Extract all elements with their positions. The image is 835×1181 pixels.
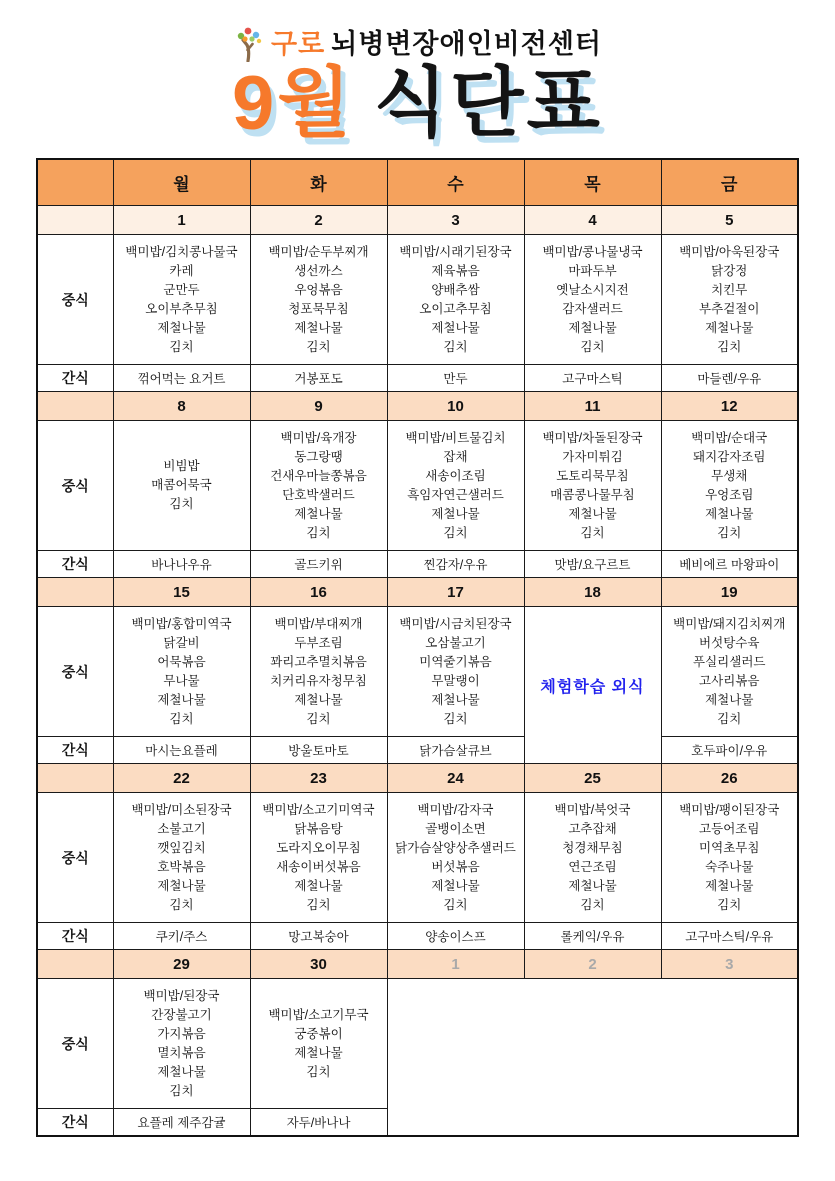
meal-item: 우엉볶음 <box>294 282 343 297</box>
date-cell: 16 <box>250 578 387 607</box>
snack-row-label: 간식 <box>37 551 113 578</box>
meal-item: 백미밥/순대국 <box>691 430 768 445</box>
meal-item: 백미밥/감자국 <box>417 802 494 817</box>
snack-row-week-4 <box>37 923 798 950</box>
meal-item: 오이고추무침 <box>419 301 492 316</box>
meal-item: 김치 <box>306 525 331 540</box>
page-title <box>0 61 835 146</box>
meal-item: 골뱅이소면 <box>425 821 486 836</box>
lunch-cell <box>661 607 798 737</box>
date-cell: 12 <box>661 392 798 421</box>
meal-item: 제철나물 <box>568 506 617 521</box>
lunch-cell <box>250 793 387 923</box>
meal-item: 김치 <box>443 339 468 354</box>
snack-row-label: 간식 <box>37 923 113 950</box>
meal-item: 새송이조림 <box>425 468 486 483</box>
lunch-cell <box>387 607 524 737</box>
snack-cell: 고구마스틱 <box>524 365 661 392</box>
snack-row-label: 간식 <box>37 737 113 764</box>
date-row-spacer <box>37 950 113 979</box>
date-cell: 29 <box>113 950 250 979</box>
meal-item: 백미밥/육개장 <box>280 430 357 445</box>
date-cell: 26 <box>661 764 798 793</box>
meal-item: 김치 <box>717 339 742 354</box>
meal-item: 치커리유자청무침 <box>270 673 367 688</box>
meal-item: 돼지감자조림 <box>693 449 766 464</box>
snack-cell: 꺾어먹는 요거트 <box>113 365 250 392</box>
lunch-row-label: 중식 <box>37 979 113 1109</box>
meal-item: 김치 <box>443 711 468 726</box>
meal-item: 제철나물 <box>294 320 343 335</box>
meal-item: 제철나물 <box>431 878 480 893</box>
meal-item: 무말랭이 <box>431 673 480 688</box>
lunch-row-week-1 <box>37 235 798 365</box>
lunch-cell <box>524 421 661 551</box>
meal-item: 가자미튀김 <box>562 449 623 464</box>
snack-cell: 거봉포도 <box>250 365 387 392</box>
meal-item: 소불고기 <box>157 821 206 836</box>
meal-item: 단호박샐러드 <box>282 487 355 502</box>
meal-item: 오삼불고기 <box>425 635 486 650</box>
lunch-cell <box>524 793 661 923</box>
meal-item: 백미밥/비트물김치 <box>405 430 506 445</box>
date-cell: 5 <box>661 206 798 235</box>
date-row-spacer <box>37 206 113 235</box>
meal-item: 백미밥/콩나물냉국 <box>542 244 643 259</box>
snack-row-week-3 <box>37 737 798 764</box>
meal-item: 비빔밥 <box>163 459 200 474</box>
meal-item: 백미밥/소고기미역국 <box>262 802 375 817</box>
lunch-row-week-4 <box>37 793 798 923</box>
date-cell: 17 <box>387 578 524 607</box>
meal-item: 간장불고기 <box>151 1007 212 1022</box>
meal-item: 고사리볶음 <box>699 673 760 688</box>
meal-item: 오이부추무침 <box>145 301 218 316</box>
meal-item: 어묵볶음 <box>157 654 206 669</box>
meal-item: 건새우마늘쫑볶음 <box>270 468 367 483</box>
meal-item: 김치 <box>169 1083 194 1098</box>
snack-cell: 바나나우유 <box>113 551 250 578</box>
meal-item: 제철나물 <box>705 506 754 521</box>
meal-item: 백미밥/북엇국 <box>554 802 631 817</box>
lunch-row-label: 중식 <box>37 793 113 923</box>
meal-item: 백미밥/시래기된장국 <box>399 244 512 259</box>
date-cell: 11 <box>524 392 661 421</box>
meal-item: 우엉조림 <box>705 487 754 502</box>
meal-item: 백미밥/시금치된장국 <box>399 616 512 631</box>
meal-item: 제철나물 <box>294 692 343 707</box>
meal-item: 연근조림 <box>568 859 617 874</box>
date-row-week-4 <box>37 764 798 793</box>
meal-item: 백미밥/차돌된장국 <box>542 430 643 445</box>
date-cell: 9 <box>250 392 387 421</box>
lunch-row-week-2 <box>37 421 798 551</box>
snack-cell: 닭가슴살큐브 <box>387 737 524 764</box>
lunch-cell <box>387 235 524 365</box>
lunch-row-label: 중식 <box>37 607 113 737</box>
meal-item: 매콤콩나물무침 <box>550 487 635 502</box>
meal-item: 제철나물 <box>705 878 754 893</box>
date-cell: 2 <box>250 206 387 235</box>
org-name-prefix: 구로 <box>271 28 326 59</box>
lunch-cell <box>524 235 661 365</box>
meal-item: 부추겉절이 <box>699 301 760 316</box>
snack-cell: 베비에르 마왕파이 <box>661 551 798 578</box>
lunch-cell <box>250 607 387 737</box>
org-title-line <box>0 26 835 62</box>
meal-item: 제철나물 <box>157 878 206 893</box>
meal-item: 김치 <box>443 897 468 912</box>
meal-item: 숙주나물 <box>705 859 754 874</box>
snack-cell: 호두파이/우유 <box>661 737 798 764</box>
snack-cell: 요플레 제주감귤 <box>113 1109 250 1136</box>
meal-item: 제철나물 <box>431 692 480 707</box>
meal-item: 군만두 <box>163 282 200 297</box>
day-header-fri: 금 <box>661 159 798 206</box>
meal-item: 닭볶음탕 <box>294 821 343 836</box>
meal-item: 고등어조림 <box>699 821 760 836</box>
meal-item: 김치 <box>443 525 468 540</box>
meal-item: 카레 <box>169 263 194 278</box>
meal-item: 김치 <box>580 339 605 354</box>
date-cell: 25 <box>524 764 661 793</box>
snack-row-week-1 <box>37 365 798 392</box>
lunch-cell <box>113 793 250 923</box>
meal-item: 김치 <box>717 525 742 540</box>
lunch-row-label: 중식 <box>37 235 113 365</box>
date-cell: 3 <box>387 206 524 235</box>
page-header <box>0 0 835 144</box>
snack-cell: 방울토마토 <box>250 737 387 764</box>
meal-item: 닭갈비 <box>163 635 200 650</box>
date-row-week-3 <box>37 578 798 607</box>
date-cell: 1 <box>387 950 524 979</box>
date-row-week-1 <box>37 206 798 235</box>
title-text: 식단표 <box>373 61 603 146</box>
meal-item: 호박볶음 <box>157 859 206 874</box>
meal-item: 제철나물 <box>705 692 754 707</box>
menu-table-body <box>37 206 798 1136</box>
meal-item: 제철나물 <box>568 878 617 893</box>
meal-item: 닭강정 <box>711 263 748 278</box>
date-cell: 18 <box>524 578 661 607</box>
meal-item: 김치 <box>717 897 742 912</box>
snack-cell: 만두 <box>387 365 524 392</box>
meal-item: 궁중볶이 <box>294 1026 343 1041</box>
meal-item: 버섯볶음 <box>431 859 480 874</box>
day-header-row <box>37 159 798 206</box>
meal-item: 김치 <box>169 339 194 354</box>
tree-icon <box>233 26 265 62</box>
date-row-spacer <box>37 392 113 421</box>
date-cell: 24 <box>387 764 524 793</box>
lunch-cell <box>113 421 250 551</box>
meal-item: 도토리묵무침 <box>556 468 629 483</box>
date-row-spacer <box>37 764 113 793</box>
day-header-mon: 월 <box>113 159 250 206</box>
meal-item: 김치 <box>169 897 194 912</box>
date-cell: 19 <box>661 578 798 607</box>
meal-item: 백미밥/아욱된장국 <box>679 244 780 259</box>
meal-item: 미역초무침 <box>699 840 760 855</box>
meal-item: 도라지오이무침 <box>276 840 361 855</box>
meal-item: 흑임자연근샐러드 <box>407 487 504 502</box>
meal-item: 제철나물 <box>157 320 206 335</box>
lunch-cell <box>250 421 387 551</box>
meal-item: 백미밥/부대찌개 <box>274 616 363 631</box>
meal-item: 버섯탕수육 <box>699 635 760 650</box>
date-cell: 4 <box>524 206 661 235</box>
snack-row-label: 간식 <box>37 365 113 392</box>
meal-item: 백미밥/순두부찌개 <box>268 244 369 259</box>
snack-cell: 고구마스틱/우유 <box>661 923 798 950</box>
meal-item: 제철나물 <box>294 878 343 893</box>
meal-item: 치킨무 <box>711 282 748 297</box>
snack-row-week-2 <box>37 551 798 578</box>
snack-cell: 롤케익/우유 <box>524 923 661 950</box>
meal-item: 백미밥/팽이된장국 <box>679 802 780 817</box>
meal-item: 깻잎김치 <box>157 840 206 855</box>
snack-row-label: 간식 <box>37 1109 113 1136</box>
meal-item: 김치 <box>306 339 331 354</box>
date-cell: 3 <box>661 950 798 979</box>
meal-item: 김치 <box>580 525 605 540</box>
meal-item: 백미밥/김치콩나물국 <box>125 244 238 259</box>
corner-cell <box>37 159 113 206</box>
meal-item: 매콤어묵국 <box>151 478 212 493</box>
meal-item: 양배추쌈 <box>431 282 480 297</box>
lunch-cell <box>250 979 387 1109</box>
snack-cell: 자두/바나나 <box>250 1109 387 1136</box>
lunch-cell <box>113 607 250 737</box>
meal-item: 제철나물 <box>568 320 617 335</box>
date-cell: 22 <box>113 764 250 793</box>
meal-item: 청경채무침 <box>562 840 623 855</box>
meal-item: 고추잡채 <box>568 821 617 836</box>
meal-item: 백미밥/홍합미역국 <box>131 616 232 631</box>
meal-item: 두부조림 <box>294 635 343 650</box>
lunch-cell <box>113 979 250 1109</box>
meal-item: 새송이버섯볶음 <box>276 859 361 874</box>
meal-item: 생선까스 <box>294 263 343 278</box>
snack-cell: 쿠키/주스 <box>113 923 250 950</box>
snack-cell: 골드키위 <box>250 551 387 578</box>
org-name-rest: 뇌병변장애인비전센터 <box>331 28 602 59</box>
lunch-row-week-5 <box>37 979 798 1109</box>
lunch-row-week-3 <box>37 607 798 737</box>
date-row-week-5 <box>37 950 798 979</box>
date-cell: 1 <box>113 206 250 235</box>
meal-item: 김치 <box>580 897 605 912</box>
date-cell: 15 <box>113 578 250 607</box>
day-header-thu: 목 <box>524 159 661 206</box>
empty-merged-cell <box>387 979 798 1136</box>
meal-item: 제철나물 <box>157 692 206 707</box>
meal-item: 닭가슴살양상추샐러드 <box>395 840 516 855</box>
meal-item: 옛날소시지전 <box>556 282 629 297</box>
lunch-row-label: 중식 <box>37 421 113 551</box>
meal-item: 감자샐러드 <box>562 301 623 316</box>
meal-item: 무생채 <box>711 468 748 483</box>
lunch-cell <box>661 235 798 365</box>
date-cell: 2 <box>524 950 661 979</box>
meal-item: 마파두부 <box>568 263 617 278</box>
meal-item: 김치 <box>169 497 194 512</box>
date-cell: 23 <box>250 764 387 793</box>
lunch-cell <box>113 235 250 365</box>
meal-item: 제철나물 <box>431 320 480 335</box>
meal-item: 제철나물 <box>294 1045 343 1060</box>
meal-item: 제철나물 <box>705 320 754 335</box>
meal-item: 김치 <box>306 897 331 912</box>
meal-item: 백미밥/미소된장국 <box>131 802 232 817</box>
meal-item: 제철나물 <box>431 506 480 521</box>
meal-item: 김치 <box>306 1064 331 1079</box>
lunch-cell <box>661 793 798 923</box>
snack-cell: 맛밤/요구르트 <box>524 551 661 578</box>
meal-item: 김치 <box>306 711 331 726</box>
lunch-cell <box>250 235 387 365</box>
date-cell: 10 <box>387 392 524 421</box>
date-cell: 30 <box>250 950 387 979</box>
meal-item: 무나물 <box>163 673 200 688</box>
meal-item: 청포묵무침 <box>288 301 349 316</box>
lunch-cell <box>387 793 524 923</box>
meal-item: 가지볶음 <box>157 1026 206 1041</box>
date-row-spacer <box>37 578 113 607</box>
meal-item: 백미밥/돼지김치찌개 <box>673 616 786 631</box>
meal-item: 김치 <box>717 711 742 726</box>
snack-cell: 마들렌/우유 <box>661 365 798 392</box>
meal-item: 푸실리샐러드 <box>693 654 766 669</box>
day-header-wed: 수 <box>387 159 524 206</box>
date-cell: 8 <box>113 392 250 421</box>
meal-item: 제철나물 <box>157 1064 206 1079</box>
meal-item: 동그랑땡 <box>294 449 343 464</box>
meal-item: 멸치볶음 <box>157 1045 206 1060</box>
meal-item: 제육볶음 <box>431 263 480 278</box>
meal-item: 꽈리고추멸치볶음 <box>270 654 367 669</box>
meal-item: 백미밥/된장국 <box>143 988 220 1003</box>
meal-item: 제철나물 <box>294 506 343 521</box>
lunch-cell <box>661 421 798 551</box>
meal-item: 미역줄기볶음 <box>419 654 492 669</box>
meal-item: 김치 <box>169 711 194 726</box>
lunch-cell <box>387 421 524 551</box>
snack-cell: 마시는요플레 <box>113 737 250 764</box>
title-month: 9월 <box>232 61 354 146</box>
day-header-tue: 화 <box>250 159 387 206</box>
date-row-week-2 <box>37 392 798 421</box>
snack-cell: 망고복숭아 <box>250 923 387 950</box>
snack-cell: 양송이스프 <box>387 923 524 950</box>
snack-cell: 찐감자/우유 <box>387 551 524 578</box>
special-event-cell: 체험학습 외식 <box>524 607 661 764</box>
meal-plan-table <box>36 158 799 1137</box>
meal-item: 잡채 <box>443 449 468 464</box>
meal-item: 백미밥/소고기무국 <box>268 1007 369 1022</box>
